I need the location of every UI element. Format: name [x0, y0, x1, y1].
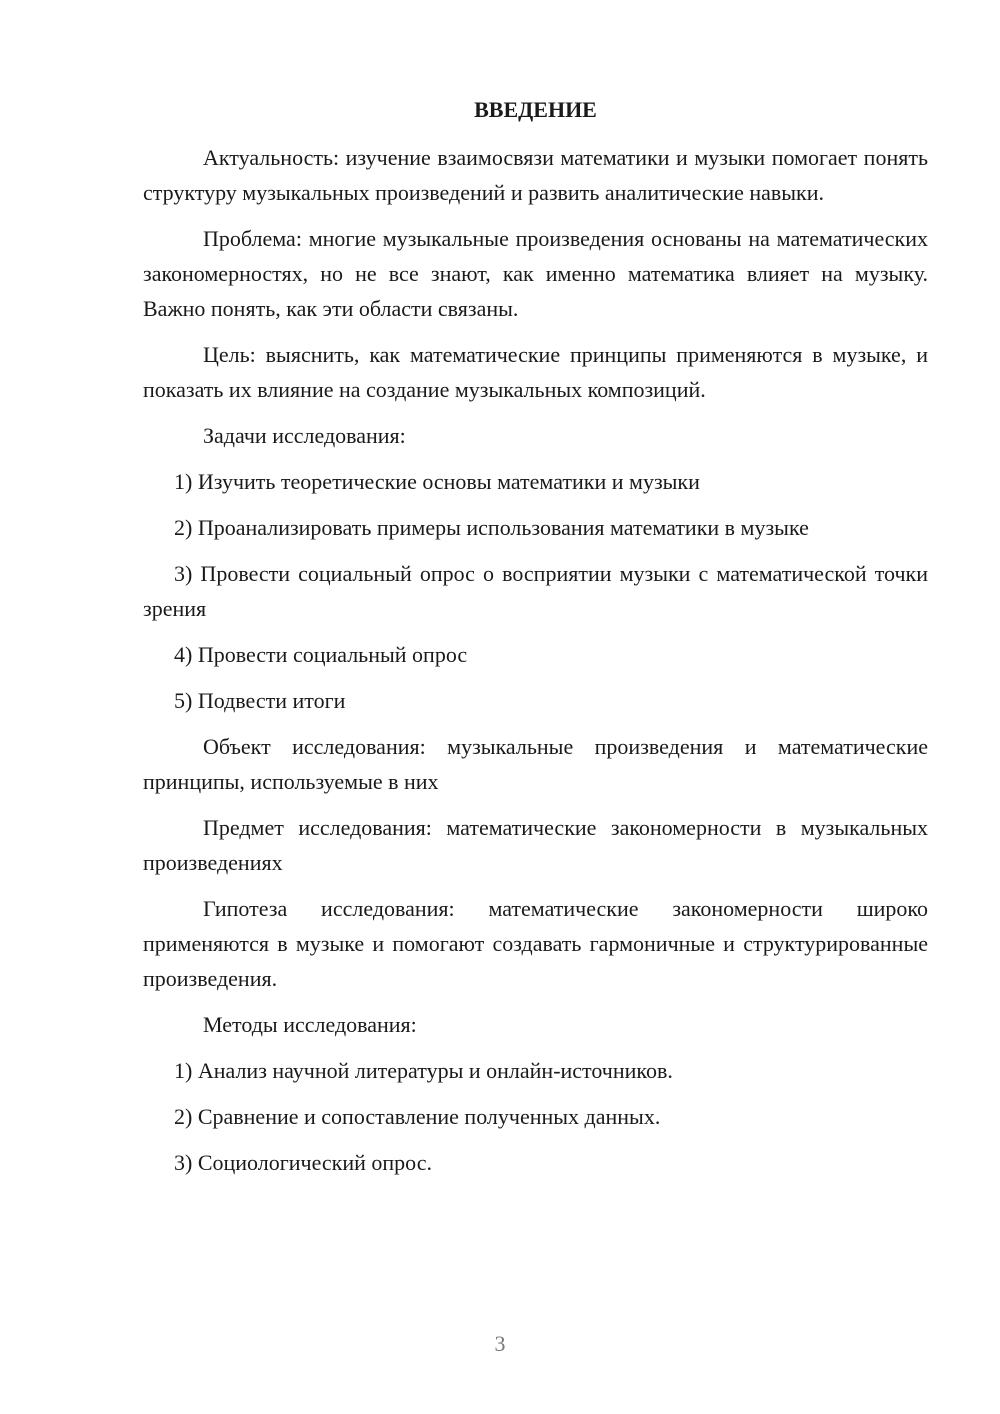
object-paragraph: Объект исследования: музыкальные произведения и математические принципы, используемые в них: [143, 734, 928, 794]
methods-heading: Методы исследования:: [203, 1012, 417, 1037]
relevance-paragraph: Актуальность: изучение взаимосвязи математики и музыки помогает понять структуру музыкальных произведений и развить аналитические навыки.: [143, 145, 928, 205]
task-item: 3) Провести социальный опрос о восприятии музыки с математической точки зрения: [143, 561, 928, 621]
task-item: 4) Провести социальный опрос: [174, 642, 468, 667]
task-item: 2) Проанализировать примеры использования математики в музыке: [174, 515, 809, 540]
task-item: 5) Подвести итоги: [174, 688, 346, 713]
problem-paragraph: Проблема: многие музыкальные произведения основаны на математических закономерностях, но не все знают, как именно математика влияет на музыку. Важно понять, как эти области связаны.: [143, 226, 928, 321]
document-page: [143, 92, 928, 1191]
goal-paragraph: Цель: выяснить, как математические принципы применяются в музыке, и показать их влияние на создание музыкальных композиций.: [143, 342, 928, 402]
subject-paragraph: Предмет исследования: математические закономерности в музыкальных произведениях: [143, 815, 928, 875]
method-item: 3) Социологический опрос.: [174, 1150, 432, 1175]
tasks-heading: Задачи исследования:: [203, 423, 406, 448]
method-item: 1) Анализ научной литературы и онлайн-источников.: [174, 1058, 673, 1083]
section-title: ВВЕДЕНИЕ: [474, 97, 597, 122]
method-item: 2) Сравнение и сопоставление полученных данных.: [174, 1104, 661, 1129]
task-item: 1) Изучить теоретические основы математики и музыки: [174, 469, 700, 494]
page-number: 3: [494, 1331, 506, 1356]
hypothesis-paragraph: Гипотеза исследования: математические закономерности широко применяются в музыке и помогают создавать гармоничные и структурированные произведения.: [143, 896, 928, 991]
